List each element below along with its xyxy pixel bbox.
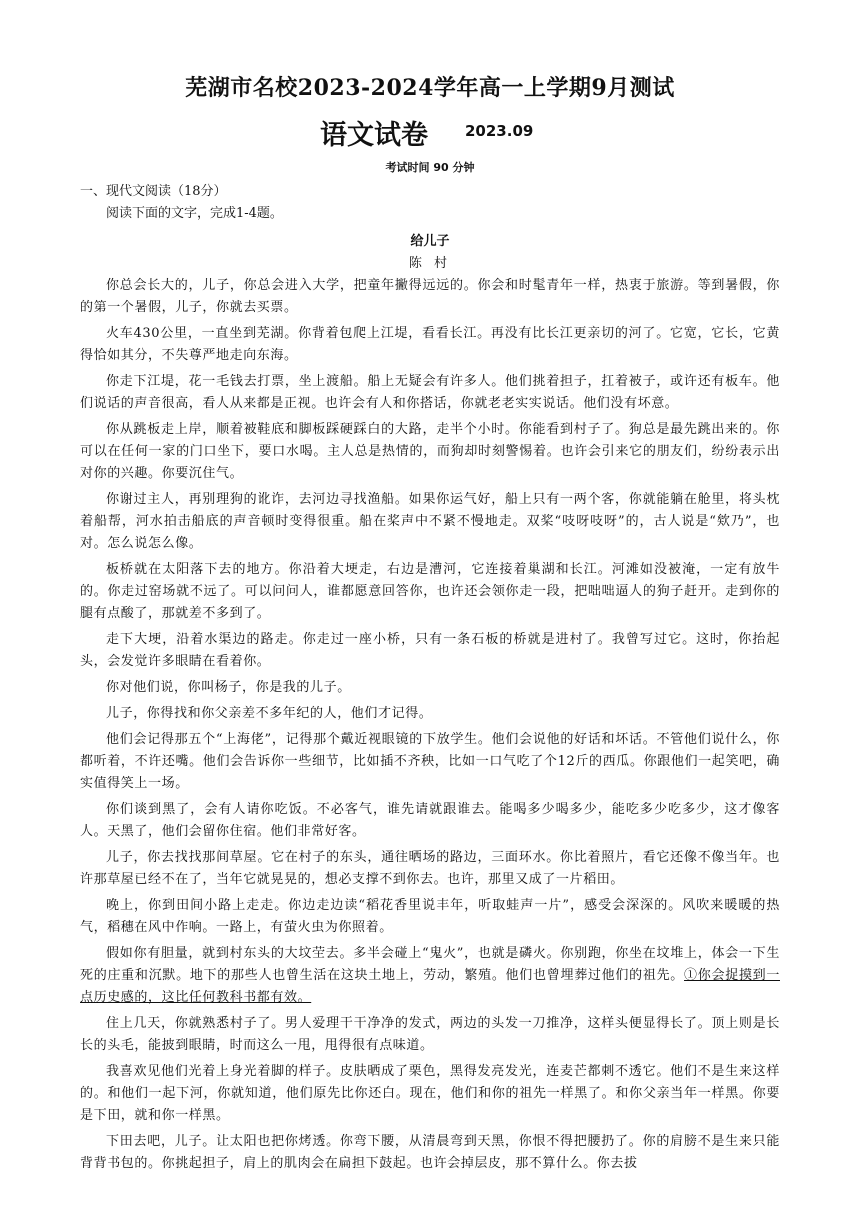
passage-paragraph: 你从跳板走上岸，顺着被鞋底和脚板踩硬踩白的大路，走半个小时。你能看到村子了。狗总是最先跳出来的。你可以在任何一家的门口坐下，要口水喝。主人总是热情的，而狗却时刻警惕着。也许会引来它的朋友们，纷纷表示出对你的兴趣。你要沉住气。 xyxy=(80,422,780,481)
underlined-sentence: ①你会捉摸到一点历史感的，这比任何教科书都有效。 xyxy=(80,968,780,1005)
exam-date: 2023.09 xyxy=(465,122,534,140)
passage-paragraph: 板桥就在太阳落下去的地方。你沿着大埂走，右边是漕河，它连接着巢湖和长江。河滩如没被淹，一定有放牛的。你走过窑场就不远了。可以问问人，谁都愿意回答你，也许还会领你走一段，把咄咄逼人的狗子赶开。走到你的腿有点酸了，那就差不多到了。 xyxy=(80,562,780,621)
passage-paragraph: 你对他们说，你叫杨子，你是我的儿子。 xyxy=(106,680,351,695)
passage-paragraph: 下田去吧，儿子。让太阳也把你烤透。你弯下腰，从清晨弯到天黑，你恨不得把腰扔了。你的肩膀不是生来只能背背书包的。你挑起担子，肩上的肌肉会在扁担下鼓起。也许会掉层皮，那不算什么。你去拔 xyxy=(80,1134,780,1171)
subject-row xyxy=(80,116,780,156)
passage-paragraph: 住上几天，你就熟悉村子了。男人爱理干干净净的发式，两边的头发一刀推净，这样头便显得长了。顶上则是长长的头毛，能披到眼睛，时而这么一甩，甩得很有点味道。 xyxy=(80,1016,780,1053)
passage-paragraph: 我喜欢见他们光着上身光着脚的样子。皮肤晒成了栗色，黑得发亮发光，连麦芒都刺不透它。他们不是生来这样的。和他们一起下河，你就知道，他们原先比你还白。现在，他们和你的祖先一样黑了。和你父亲当年一样黑。你要是下田，就和你一样黑。 xyxy=(80,1064,780,1123)
passage-title: 给儿子 xyxy=(410,234,450,249)
section-heading: 一、现代文阅读（18分） xyxy=(80,184,227,199)
passage-paragraph: 他们会记得那五个“上海佬”，记得那个戴近视眼镜的下放学生。他们会说他的好话和坏话。不管他们说什么，你都听着，不许还嘴。他们会告诉你一些细节，比如插不齐秧，比如一口气吃了个12斤的西瓜。你跟他们一起笑吧，确实值得笑上一场。 xyxy=(80,732,780,791)
passage-paragraph: 儿子，你去找找那间草屋。它在村子的东头，通往晒场的路边，三面环水。你比着照片，看它还像不像当年。也许那草屋已经不在了，当年它就晃晃的，想必支撑不到你去。也许，那里又成了一片稻田。 xyxy=(80,850,780,887)
exam-page xyxy=(80,72,780,1179)
school-title: 芜湖市名校2023-2024学年高一上学期9月测试 xyxy=(185,75,675,101)
passage-paragraph: 你谢过主人，再别理狗的讹诈，去河边寻找渔船。如果你运气好，船上只有一两个客，你就能躺在舱里，将头枕着船帮，河水拍击船底的声音顿时变得很重。船在桨声中不紧不慢地走。双桨“吱呀吱呀”的，古人说是“欸乃”，也对。怎么说怎么像。 xyxy=(80,492,780,551)
passage-paragraph: 你总会长大的，儿子，你总会进入大学，把童年撇得远远的。你会和时髦青年一样，热衷于旅游。等到暑假，你的第一个暑假，儿子，你就去买票。 xyxy=(80,278,780,315)
passage-paragraph: 晚上，你到田间小路上走走。你边走边读“稻花香里说丰年，听取蛙声一片”，感受会深深的。风吹来暖暖的热气，稻穗在风中作响。一路上，有萤火虫为你照着。 xyxy=(80,898,780,935)
passage-paragraph-text: 假如你有胆量，就到村东头的大坟茔去。多半会碰上“鬼火”，也就是磷火。你别跑，你坐在坟堆上，体会一下生死的庄重和沉默。地下的那些人也曾生活在这块土地上，劳动，繁殖。他们也曾埋葬过他们的祖先。 xyxy=(80,946,780,983)
passage-paragraph: 走下大埂，沿着水渠边的路走。你走过一座小桥，只有一条石板的桥就是进村了。我曾写过它。这时，你抬起头，会发觉许多眼睛在看着你。 xyxy=(80,632,780,669)
subject-title: 语文试卷 xyxy=(320,120,428,151)
passage-author: 陈 村 xyxy=(408,256,452,271)
passage-paragraph: 你走下江堤，花一毛钱去打票，坐上渡船。船上无疑会有许多人。他们挑着担子，扛着被子，或许还有板车。他们说话的声音很高，看人从来都是正视。也许会有人和你搭话，你就老老实实说话。他们没有坏意。 xyxy=(80,374,780,411)
passage-paragraph: 火车430公里，一直坐到芜湖。你背着包爬上江堤，看看长江。再没有比长江更亲切的河了。它宽，它长，它黄得恰如其分，不失尊严地走向东海。 xyxy=(80,326,780,363)
passage-paragraph: 儿子，你得找和你父亲差不多年纪的人，他们才记得。 xyxy=(106,706,433,721)
exam-time: 考试时间 90 分钟 xyxy=(385,161,475,174)
passage-paragraph-with-underline xyxy=(80,943,780,1009)
passage-paragraph: 你们谈到黑了，会有人请你吃饭。不必客气，谁先请就跟谁去。能喝多少喝多少，能吃多少吃多少，这才像客人。天黑了，他们会留你住宿。他们非常好客。 xyxy=(80,802,780,839)
section-instruction: 阅读下面的文字，完成1-4题。 xyxy=(106,206,283,221)
